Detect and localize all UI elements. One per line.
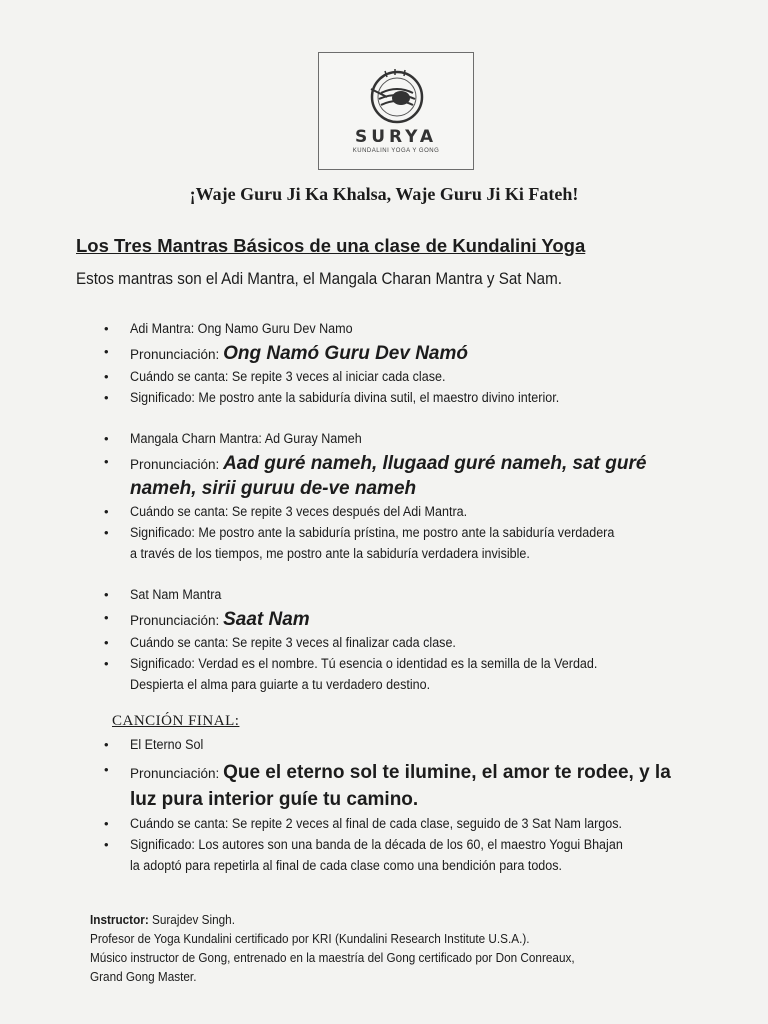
bullet: •: [104, 610, 109, 625]
mangala-significado-line1: Significado: Me postro ante la sabiduría prístina, me postro ante la sabiduría verdadera: [130, 525, 615, 540]
adi-cuando: Cuándo se canta: Se repite 3 veces al iniciar cada clase.: [130, 369, 446, 384]
bullet: •: [104, 587, 109, 602]
mangala-pronunciation-line2: nameh, sirii guruu de-ve nameh: [130, 478, 417, 499]
satnam-cuando: Cuándo se canta: Se repite 3 veces al finalizar cada clase.: [130, 635, 456, 650]
instructor-line2: Profesor de Yoga Kundalini certificado por KRI (Kundalini Research Institute U.S.A.).: [90, 932, 530, 946]
mangala-mantra-name: Mangala Charn Mantra: Ad Guray Nameh: [130, 431, 362, 446]
mangala-mantra-section: [104, 428, 704, 564]
bullet: •: [104, 816, 109, 831]
list-item: [104, 501, 704, 522]
cancion-significado-line1: Significado: Los autores son una banda de la década de los 60, el maestro Yogui Bhajan: [130, 837, 623, 852]
cancion-significado-line2: la adoptó para repetirla al final de cada clase como una bendición para todos.: [130, 858, 563, 873]
instructor-line3: Músico instructor de Gong, entrenado en la maestría del Gong certificado por Don Conreaux,: [90, 951, 575, 965]
adi-significado: Significado: Me postro ante la sabiduría divina sutil, el maestro divino interior.: [130, 390, 560, 405]
cancion-pronunciation-line2: luz pura interior guíe tu camino.: [130, 789, 419, 810]
bullet: •: [104, 737, 109, 752]
logo-name: SURYA: [354, 127, 438, 147]
bullet: •: [104, 344, 109, 359]
instructor-label: Instructor:: [90, 913, 149, 927]
cancion-cuando: Cuándo se canta: Se repite 2 veces al final de cada clase, seguido de 3 Sat Nam largos.: [130, 816, 623, 831]
bullet: •: [104, 762, 109, 777]
pron-label: Pronunciación:: [130, 347, 220, 362]
intro-text: Estos mantras son el Adi Mantra, el Mangala Charan Mantra y Sat Nam.: [76, 270, 562, 288]
bullet: •: [104, 369, 109, 384]
satnam-mantra-section: [104, 584, 704, 695]
list-item: [104, 653, 704, 695]
cancion-final-heading: CANCIÓN FINAL:: [112, 713, 240, 729]
bullet: •: [104, 321, 109, 336]
instructor-line4: Grand Gong Master.: [90, 970, 197, 984]
satnam-pronunciation: Saat Nam: [223, 609, 310, 630]
pron-label: Pronunciación:: [130, 457, 220, 472]
surya-logo: [318, 52, 474, 170]
list-item: [104, 607, 704, 632]
bullet: •: [104, 454, 109, 469]
list-item: [104, 366, 704, 387]
mangala-pronunciation-line1: Aad guré nameh, llugaad guré nameh, sat guré: [223, 453, 647, 474]
cancion-pronunciation-line1: Que el eterno sol te ilumine, el amor te rodee, y la: [223, 762, 671, 783]
pron-label: Pronunciación:: [130, 613, 220, 628]
sun-logo-icon: [357, 67, 437, 127]
list-item: [104, 522, 704, 564]
list-item: [104, 318, 704, 339]
list-item: [104, 834, 704, 876]
cancion-name: El Eterno Sol: [130, 737, 204, 752]
adi-mantra-section: [104, 318, 704, 408]
bullet: •: [104, 656, 109, 671]
instructor-name: Surajdev Singh.: [152, 913, 235, 927]
bullet: •: [104, 837, 109, 852]
adi-mantra-name: Adi Mantra: Ong Namo Guru Dev Namo: [130, 321, 353, 336]
bullet: •: [104, 431, 109, 446]
list-item: [104, 451, 704, 501]
cancion-final-section: [104, 734, 704, 876]
document-title: Los Tres Mantras Básicos de una clase de Kundalini Yoga: [76, 235, 586, 256]
bullet: •: [104, 390, 109, 405]
mangala-cuando: Cuándo se canta: Se repite 3 veces después del Adi Mantra.: [130, 504, 468, 519]
instructor-block: [90, 911, 606, 987]
list-item: [104, 813, 704, 834]
salute-heading: ¡Waje Guru Ji Ka Khalsa, Waje Guru Ji Ki Fateh!: [189, 184, 579, 204]
list-item: [104, 387, 704, 408]
pron-label: Pronunciación:: [130, 766, 220, 781]
bullet: •: [104, 635, 109, 650]
list-item: [104, 759, 704, 813]
list-item: [104, 632, 704, 653]
list-item: [104, 428, 704, 449]
list-item: [104, 734, 704, 755]
satnam-significado-line2: Despierta el alma para guiarte a tu verdadero destino.: [130, 677, 431, 692]
mangala-significado-line2: a través de los tiempos, me postro ante la sabiduría verdadera invisible.: [130, 546, 530, 561]
bullet: •: [104, 504, 109, 519]
list-item: [104, 584, 704, 605]
bullet: •: [104, 525, 109, 540]
satnam-mantra-name: Sat Nam Mantra: [130, 587, 222, 602]
adi-pronunciation: Ong Namó Guru Dev Namó: [223, 343, 468, 364]
logo-subtitle: KUNDALINI YOGA Y GONG: [352, 148, 440, 154]
list-item: [104, 341, 704, 366]
satnam-significado-line1: Significado: Verdad es el nombre. Tú esencia o identidad es la semilla de la Verdad.: [130, 656, 598, 671]
